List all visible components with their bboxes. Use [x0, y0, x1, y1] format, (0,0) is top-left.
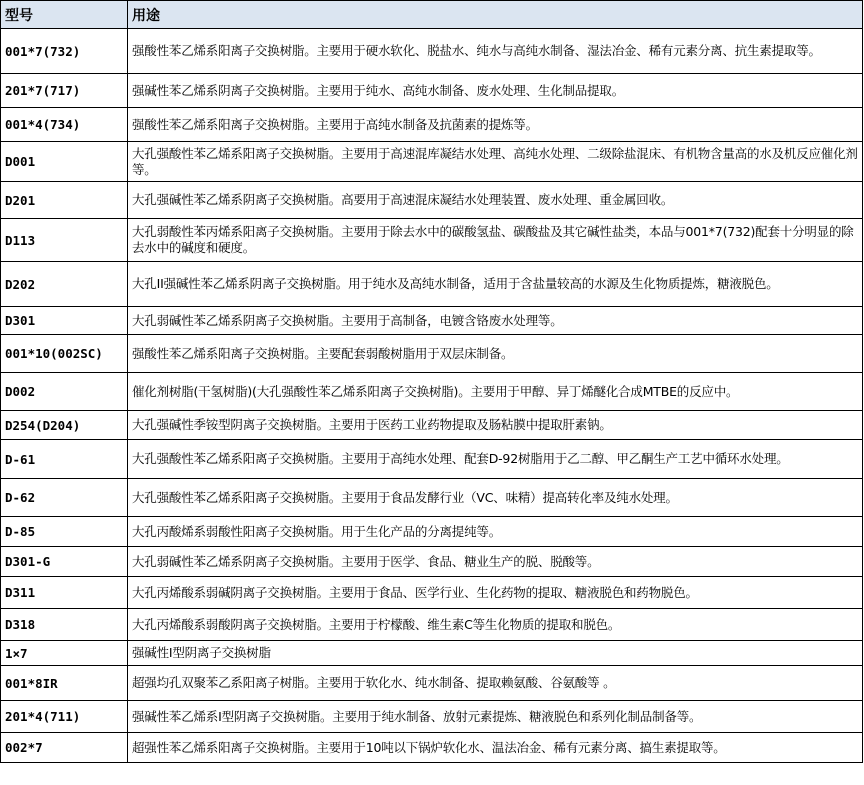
- model-cell: D301: [1, 307, 128, 335]
- table-row: [1, 373, 863, 411]
- table-row: [1, 142, 863, 182]
- model-cell: 201*4(711): [1, 701, 128, 733]
- table-row: [1, 609, 863, 641]
- model-cell: D202: [1, 262, 128, 307]
- usage-cell: 强碱性苯乙烯系I型阴离子交换树脂。主要用于纯水制备、放射元素提炼、糖液脱色和系列化制品制备等。: [128, 701, 863, 733]
- header-usage: 用途: [128, 1, 863, 29]
- table-row: [1, 517, 863, 547]
- usage-cell: 强碱性I型阴离子交换树脂: [128, 641, 863, 666]
- table-row: [1, 666, 863, 701]
- table-row: [1, 182, 863, 219]
- model-cell: D113: [1, 219, 128, 262]
- usage-cell: 大孔丙烯酸系弱碱阴离子交换树脂。主要用于食品、医学行业、生化药物的提取、糖液脱色和药物脱色。: [128, 577, 863, 609]
- model-cell: 001*8IR: [1, 666, 128, 701]
- model-cell: D-85: [1, 517, 128, 547]
- table-row: [1, 74, 863, 108]
- usage-cell: 大孔丙烯酸系弱酸阴离子交换树脂。主要用于柠檬酸、维生素C等生化物质的提取和脱色。: [128, 609, 863, 641]
- usage-cell: 大孔强酸性苯乙烯系阳离子交换树脂。主要用于高速混库凝结水处理、高纯水处理、二级除盐混床、有机物含量高的水及机反应催化剂等。: [128, 142, 863, 182]
- table-row: [1, 733, 863, 763]
- model-cell: 001*4(734): [1, 108, 128, 142]
- model-cell: D311: [1, 577, 128, 609]
- usage-cell: 大孔弱酸性苯丙烯系阳离子交换树脂。主要用于除去水中的碳酸氢盐、碳酸盐及其它碱性盐类，本品与001*7(732)配套十分明显的除去水中的碱度和硬度。: [128, 219, 863, 262]
- usage-cell: 大孔强碱性苯乙烯系阴离子交换树脂。高要用于高速混床凝结水处理装置、废水处理、重金属回收。: [128, 182, 863, 219]
- table-row: [1, 29, 863, 74]
- model-cell: D201: [1, 182, 128, 219]
- usage-cell: 大孔弱碱性苯乙烯系阴离子交换树脂。主要用于高制备，电镀含铬废水处理等。: [128, 307, 863, 335]
- usage-cell: 大孔丙酸烯系弱酸性阳离子交换树脂。用于生化产品的分离提纯等。: [128, 517, 863, 547]
- table-row: [1, 411, 863, 440]
- usage-cell: 大孔II强碱性苯乙烯系阴离子交换树脂。用于纯水及高纯水制备，适用于含盐量较高的水源及生化物质提炼，糖液脱色。: [128, 262, 863, 307]
- usage-cell: 强碱性苯乙烯系阴离子交换树脂。主要用于纯水、高纯水制备、废水处理、生化制品提取。: [128, 74, 863, 108]
- table-row: [1, 335, 863, 373]
- usage-cell: 强酸性苯乙烯系阳离子交换树脂。主要配套弱酸树脂用于双层床制备。: [128, 335, 863, 373]
- model-cell: 001*7(732): [1, 29, 128, 74]
- table-row: [1, 479, 863, 517]
- table-row: [1, 108, 863, 142]
- table-row: [1, 577, 863, 609]
- model-cell: D-61: [1, 440, 128, 479]
- model-cell: 002*7: [1, 733, 128, 763]
- header-model: 型号: [1, 1, 128, 29]
- usage-cell: 强酸性苯乙烯系阳离子交换树脂。主要用于硬水软化、脱盐水、纯水与高纯水制备、湿法冶金、稀有元素分离、抗生素提取等。: [128, 29, 863, 74]
- table-row: [1, 262, 863, 307]
- usage-cell: 强酸性苯乙烯系阳离子交换树脂。主要用于高纯水制备及抗菌素的提炼等。: [128, 108, 863, 142]
- table-row: [1, 701, 863, 733]
- usage-cell: 催化剂树脂(干氢树脂)(大孔强酸性苯乙烯系阳离子交换树脂)。主要用于甲醇、异丁烯醚化合成MTBE的反应中。: [128, 373, 863, 411]
- usage-cell: 超强均孔双聚苯乙系阳离子树脂。主要用于软化水、纯水制备、提取赖氨酸、谷氨酸等 。: [128, 666, 863, 701]
- model-cell: D002: [1, 373, 128, 411]
- usage-cell: 大孔强碱性季铵型阴离子交换树脂。主要用于医药工业药物提取及肠粘膜中提取肝素钠。: [128, 411, 863, 440]
- model-cell: 001*10(002SC): [1, 335, 128, 373]
- header-row: [1, 1, 863, 29]
- model-cell: 201*7(717): [1, 74, 128, 108]
- usage-cell: 大孔弱碱性苯乙烯系阴离子交换树脂。主要用于医学、食品、糖业生产的脱、脱酸等。: [128, 547, 863, 577]
- table-row: [1, 219, 863, 262]
- model-cell: D301-G: [1, 547, 128, 577]
- model-cell: D318: [1, 609, 128, 641]
- usage-cell: 超强性苯乙烯系阳离子交换树脂。主要用于10吨以下锅炉软化水、温法冶金、稀有元素分离、搞生素提取等。: [128, 733, 863, 763]
- model-cell: 1×7: [1, 641, 128, 666]
- model-cell: D-62: [1, 479, 128, 517]
- usage-cell: 大孔强酸性苯乙烯系阳离子交换树脂。主要用于食品发酵行业（VC、味精）提高转化率及纯水处理。: [128, 479, 863, 517]
- table-row: [1, 307, 863, 335]
- model-cell: D254(D204): [1, 411, 128, 440]
- table-row: [1, 440, 863, 479]
- usage-cell: 大孔强酸性苯乙烯系阳离子交换树脂。主要用于高纯水处理、配套D-92树脂用于乙二醇、甲乙酮生产工艺中循环水处理。: [128, 440, 863, 479]
- table-row: [1, 641, 863, 666]
- model-cell: D001: [1, 142, 128, 182]
- table-row: [1, 547, 863, 577]
